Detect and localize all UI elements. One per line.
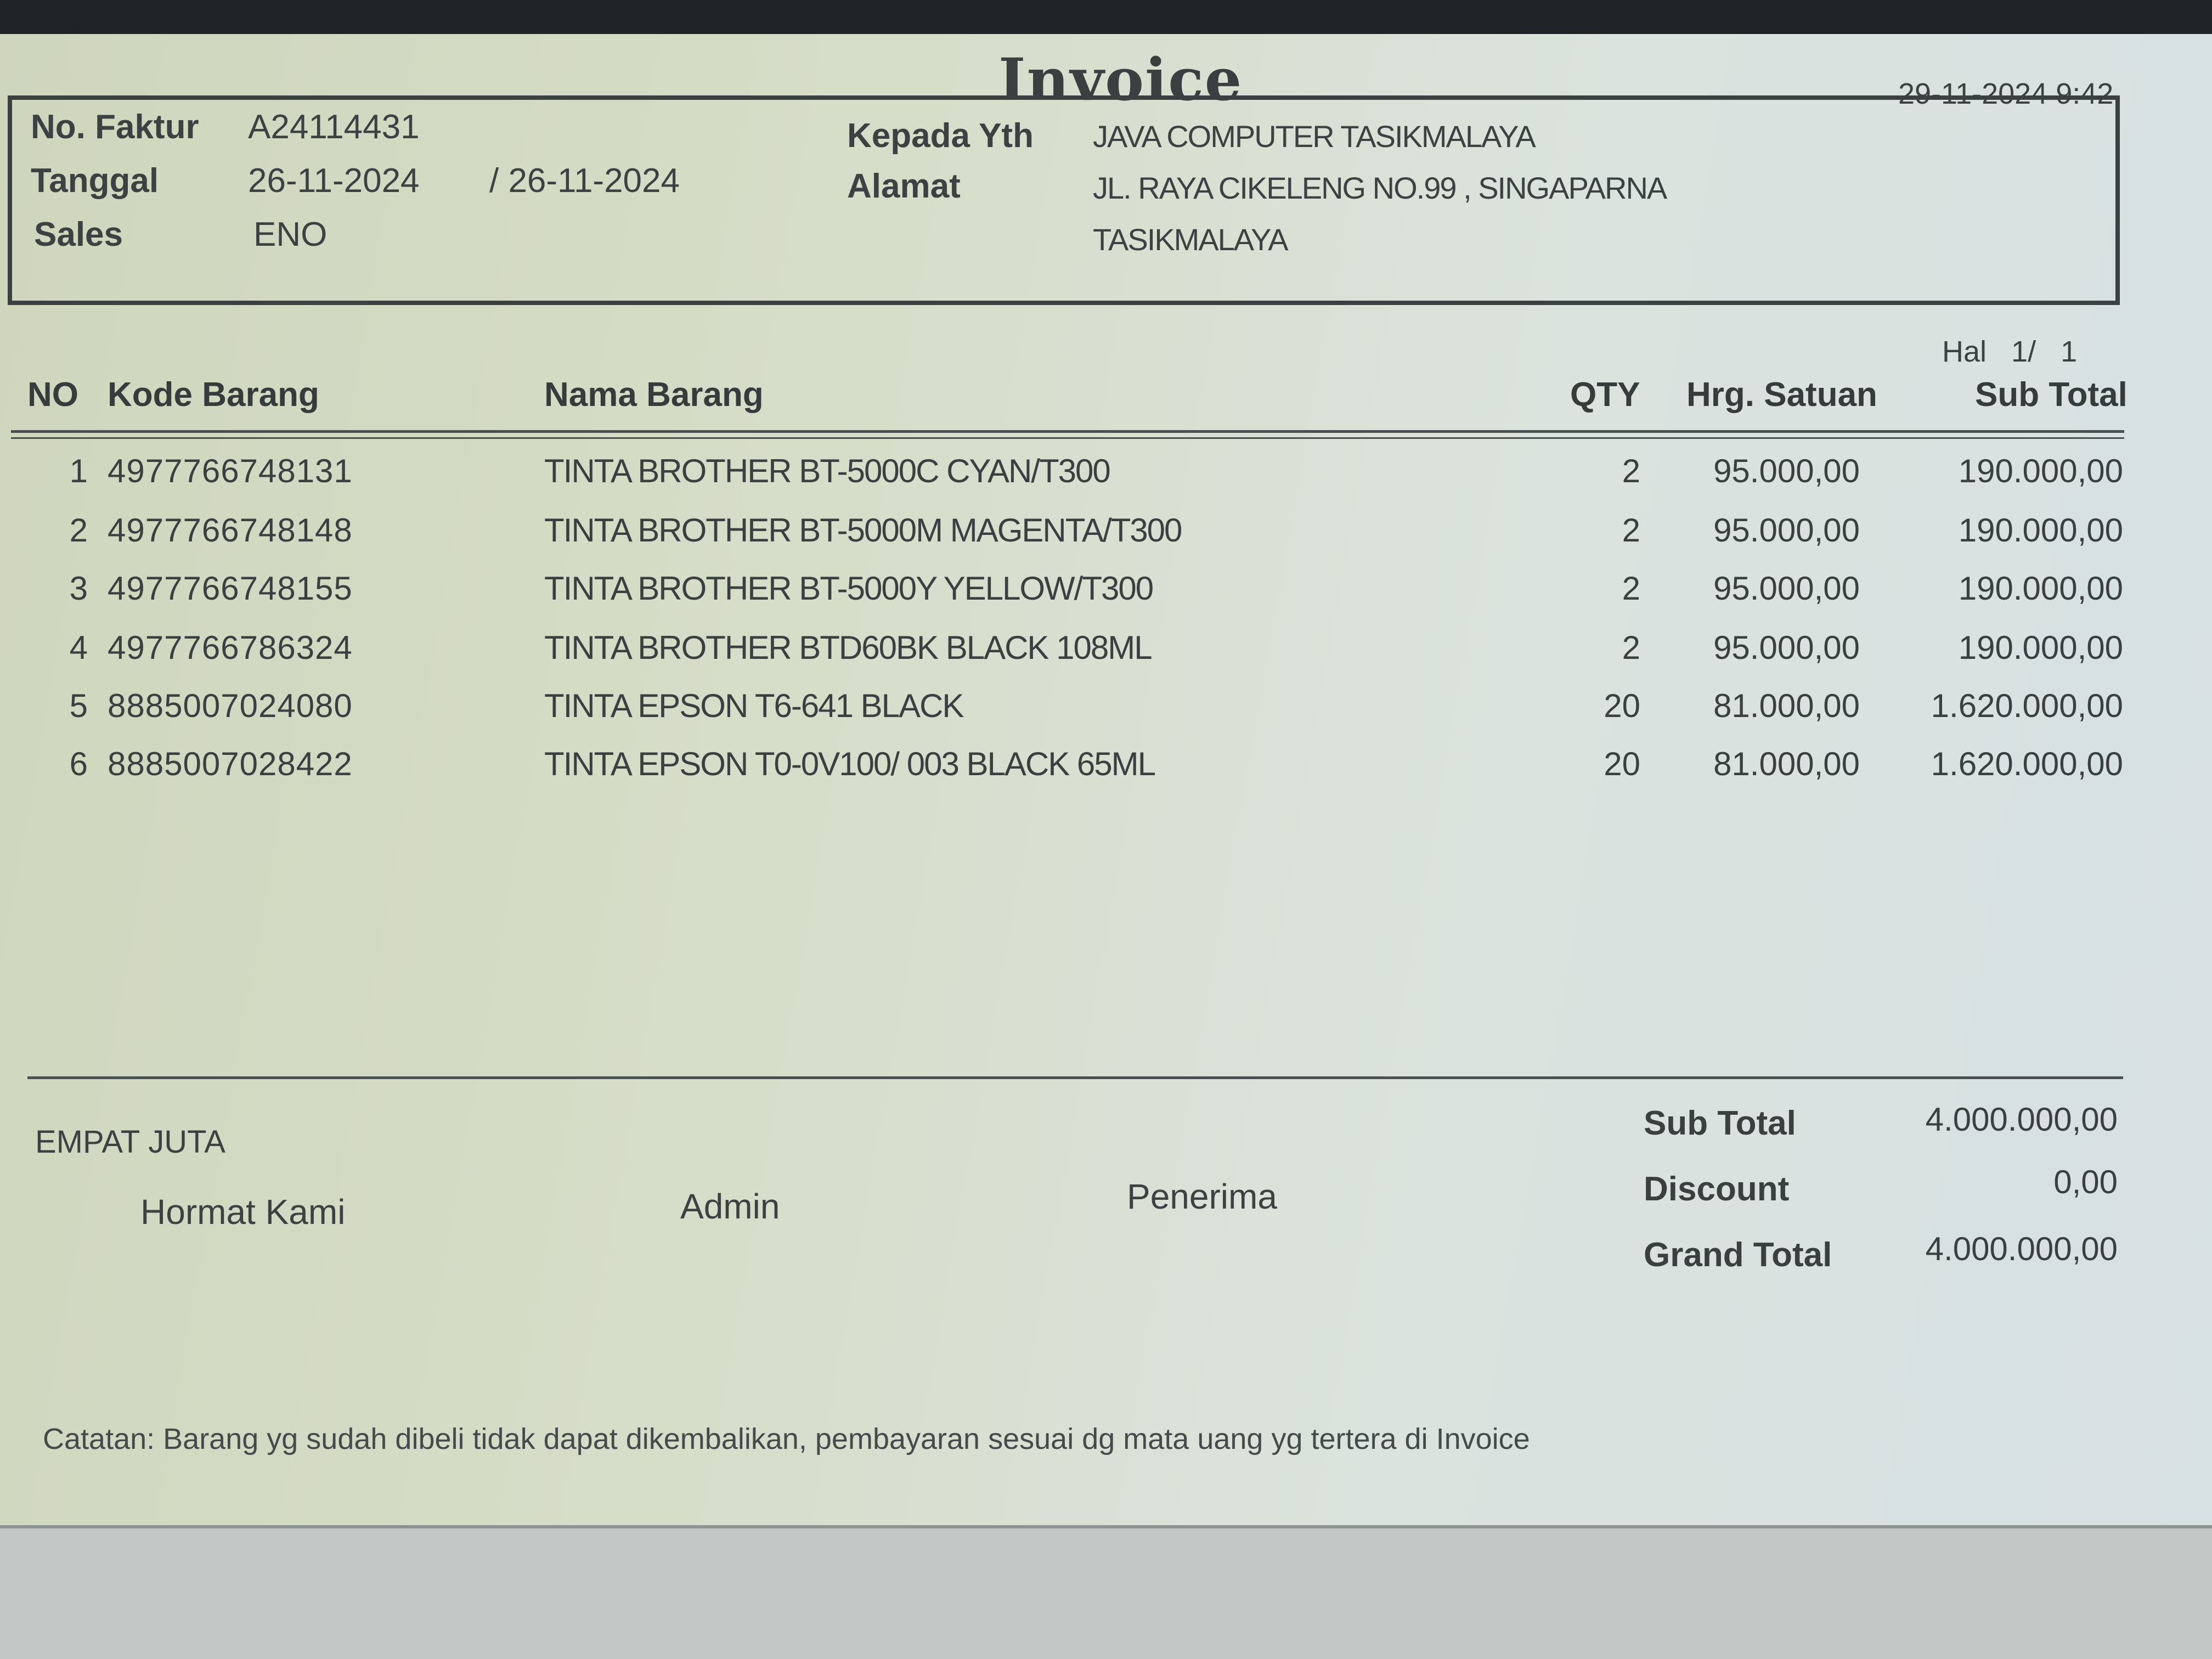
row-no: 3 xyxy=(69,570,88,607)
row-no: 6 xyxy=(69,746,88,782)
table-row xyxy=(0,511,2212,566)
invoice-no-value: A24114431 xyxy=(248,108,420,146)
page-indicator xyxy=(1942,335,2094,369)
invoice-header-box xyxy=(8,95,2120,305)
row-no: 5 xyxy=(69,687,88,724)
due-date-value: / 26-11-2024 xyxy=(489,162,680,200)
row-name: TINTA BROTHER BT-5000M MAGENTA/T300 xyxy=(544,512,1182,549)
column-header-no: NO xyxy=(27,376,78,414)
column-header-code: Kode Barang xyxy=(108,376,319,414)
subtotal-value: 4.000.000,00 xyxy=(1925,1101,2118,1138)
row-code: 8885007028422 xyxy=(108,746,353,782)
page-label: Hal xyxy=(1942,335,1987,368)
table-row xyxy=(0,629,2212,684)
table-row xyxy=(0,745,2212,800)
row-price: 95.000,00 xyxy=(1713,453,1860,489)
grand-total-label: Grand Total xyxy=(1644,1236,1832,1274)
row-subtotal: 190.000,00 xyxy=(1958,629,2123,666)
row-name: TINTA EPSON T0-0V100/ 003 BLACK 65ML xyxy=(544,746,1155,782)
date-label: Tanggal xyxy=(31,162,159,200)
row-subtotal: 190.000,00 xyxy=(1958,512,2123,549)
recipient-label: Kepada Yth xyxy=(847,117,1034,155)
row-subtotal: 1.620.000,00 xyxy=(1931,746,2123,782)
header-divider xyxy=(11,430,2124,439)
signature-hormat-kami: Hormat Kami xyxy=(140,1192,346,1232)
page-current: 1/ xyxy=(2011,335,2036,368)
sales-label: Sales xyxy=(34,216,123,253)
amount-in-words: EMPAT JUTA xyxy=(35,1124,225,1160)
row-code: 4977766748148 xyxy=(108,512,353,549)
grand-total-value: 4.000.000,00 xyxy=(1925,1231,2118,1267)
invoice-no-label: No. Faktur xyxy=(31,108,199,146)
discount-label: Discount xyxy=(1644,1170,1790,1208)
row-subtotal: 190.000,00 xyxy=(1958,453,2123,489)
row-price: 95.000,00 xyxy=(1713,512,1860,549)
row-no: 2 xyxy=(69,512,88,549)
invoice-note: Catatan: Barang yg sudah dibeli tidak dapat dikembalikan, pembayaran sesuai dg mata uang yg tertera di Invoice xyxy=(43,1423,1530,1455)
row-code: 4977766786324 xyxy=(108,629,353,666)
recipient-value: JAVA COMPUTER TASIKMALAYA xyxy=(1093,119,1535,154)
sales-value: ENO xyxy=(253,216,328,253)
printed-timestamp: 29-11-2024 9:42 xyxy=(1898,77,2114,110)
row-qty: 20 xyxy=(1604,687,1640,724)
monitor-top-bezel xyxy=(0,0,2212,34)
row-price: 95.000,00 xyxy=(1713,570,1860,607)
date-value: 26-11-2024 xyxy=(248,162,420,200)
table-row xyxy=(0,687,2212,742)
row-qty: 2 xyxy=(1622,629,1640,666)
row-subtotal: 190.000,00 xyxy=(1958,570,2123,607)
address-line-2: TASIKMALAYA xyxy=(1093,222,1288,257)
invoice-title: Invoice xyxy=(998,45,1243,114)
row-price: 81.000,00 xyxy=(1713,746,1860,782)
totals-divider xyxy=(27,1076,2123,1079)
row-qty: 2 xyxy=(1622,570,1640,607)
row-name: TINTA BROTHER BT-5000C CYAN/T300 xyxy=(544,453,1110,489)
row-name: TINTA BROTHER BT-5000Y YELLOW/T300 xyxy=(544,570,1153,607)
row-qty: 20 xyxy=(1604,746,1640,782)
row-price: 81.000,00 xyxy=(1713,687,1860,724)
page-total: 1 xyxy=(2061,335,2078,368)
row-qty: 2 xyxy=(1622,453,1640,489)
address-label: Alamat xyxy=(847,167,961,205)
row-code: 4977766748155 xyxy=(108,570,353,607)
row-no: 1 xyxy=(69,453,88,489)
row-code: 4977766748131 xyxy=(108,453,353,489)
signature-penerima: Penerima xyxy=(1127,1177,1277,1216)
invoice-sheet xyxy=(0,34,2212,1515)
row-price: 95.000,00 xyxy=(1713,629,1860,666)
row-qty: 2 xyxy=(1622,512,1640,549)
signature-admin: Admin xyxy=(680,1187,780,1226)
column-header-name: Nama Barang xyxy=(544,376,764,414)
screen-bottom-edge xyxy=(0,1525,2212,1659)
row-name: TINTA EPSON T6-641 BLACK xyxy=(544,687,963,724)
table-row xyxy=(0,452,2212,507)
discount-value: 0,00 xyxy=(2053,1164,2118,1200)
row-code: 8885007024080 xyxy=(108,687,353,724)
column-header-qty: QTY xyxy=(1570,376,1640,414)
row-name: TINTA BROTHER BTD60BK BLACK 108ML xyxy=(544,629,1152,666)
address-line-1: JL. RAYA CIKELENG NO.99 , SINGAPARNA xyxy=(1093,171,1667,205)
row-subtotal: 1.620.000,00 xyxy=(1931,687,2123,724)
row-no: 4 xyxy=(69,629,88,666)
column-header-price: Hrg. Satuan xyxy=(1686,376,1877,414)
table-row xyxy=(0,569,2212,624)
column-header-subtotal: Sub Total xyxy=(1975,376,2128,414)
subtotal-label: Sub Total xyxy=(1644,1104,1796,1142)
